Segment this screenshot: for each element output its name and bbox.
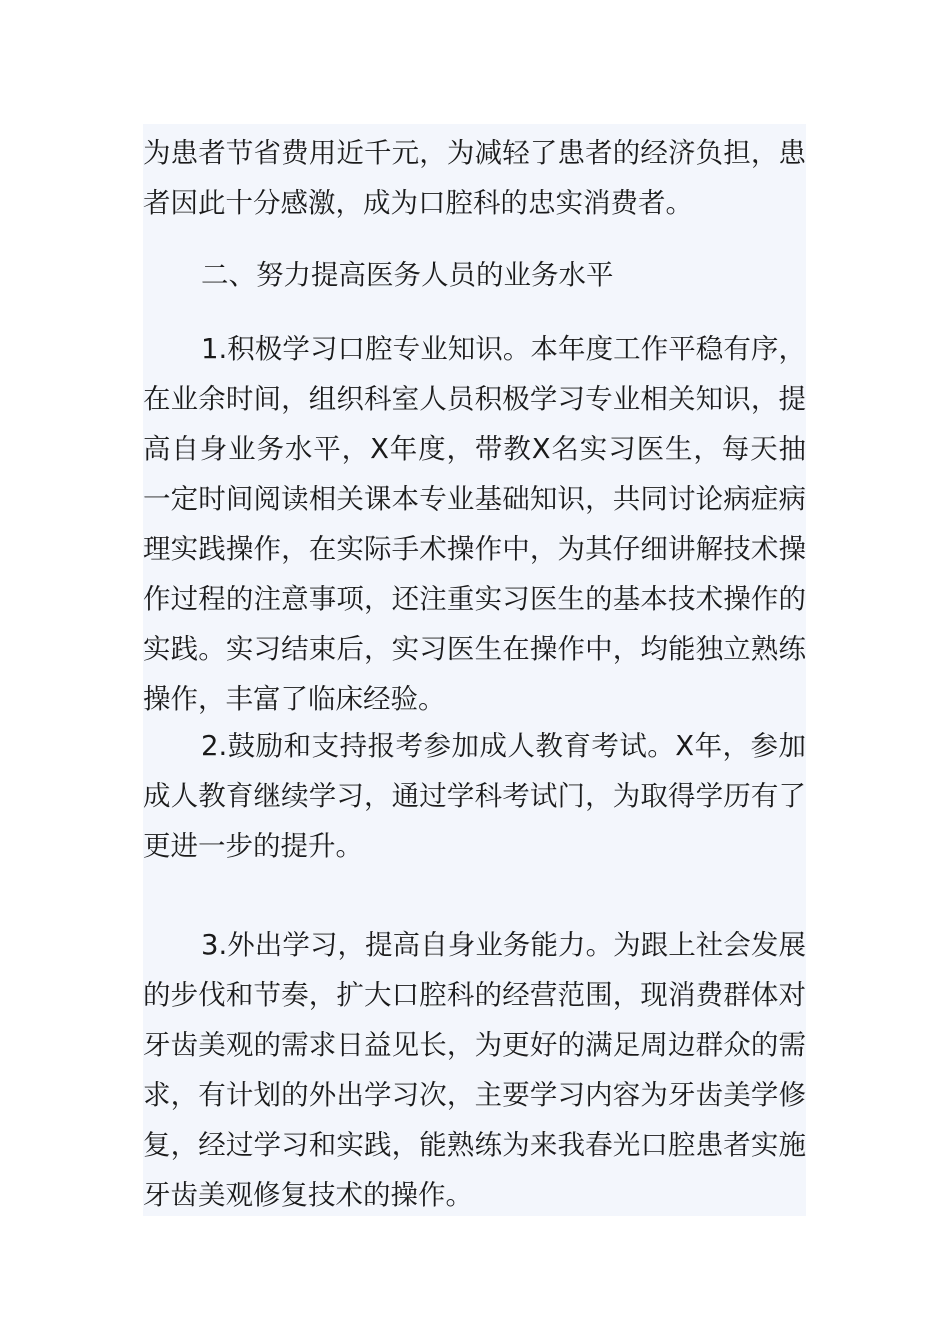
paragraph-item-1: 1.积极学习口腔专业知识。本年度工作平稳有序，在业余时间，组织科室人员积极学习专业相关知识，提高自身业务水平，X年度，带教X名实习医生，每天抽一定时间阅读相关课本专业基础知识，共同讨论病症病理实践操作，在实际手术操作中，为其仔细讲解技术操作过程的注意事项，还注重实习医生的基本技术操作的实践。实习结束后，实习医生在操作中，均能独立熟练操作，丰富了临床经验。 [143,333,806,715]
paragraph-item-2: 2.鼓励和支持报考参加成人教育考试。X年，参加成人教育继续学习，通过学科考试门，为取得学历有了更进一步的提升。 [143,730,806,862]
section-heading: 二、努力提高医务人员的业务水平 [201,259,614,291]
paragraph-item-3: 3.外出学习，提高自身业务能力。为跟上社会发展的步伐和节奏，扩大口腔科的经营范围，现消费群体对牙齿美观的需求日益见长，为更好的满足周边群众的需求，有计划的外出学习次，主要学习内容为牙齿美学修复，经过学习和实践，能熟练为来我春光口腔患者实施牙齿美观修复技术的操作。 [143,929,806,1211]
text-block [143,124,806,1216]
paragraph-continuation: 为患者节省费用近千元，为减轻了患者的经济负担，患者因此十分感激，成为口腔科的忠实消费者。 [143,137,806,219]
